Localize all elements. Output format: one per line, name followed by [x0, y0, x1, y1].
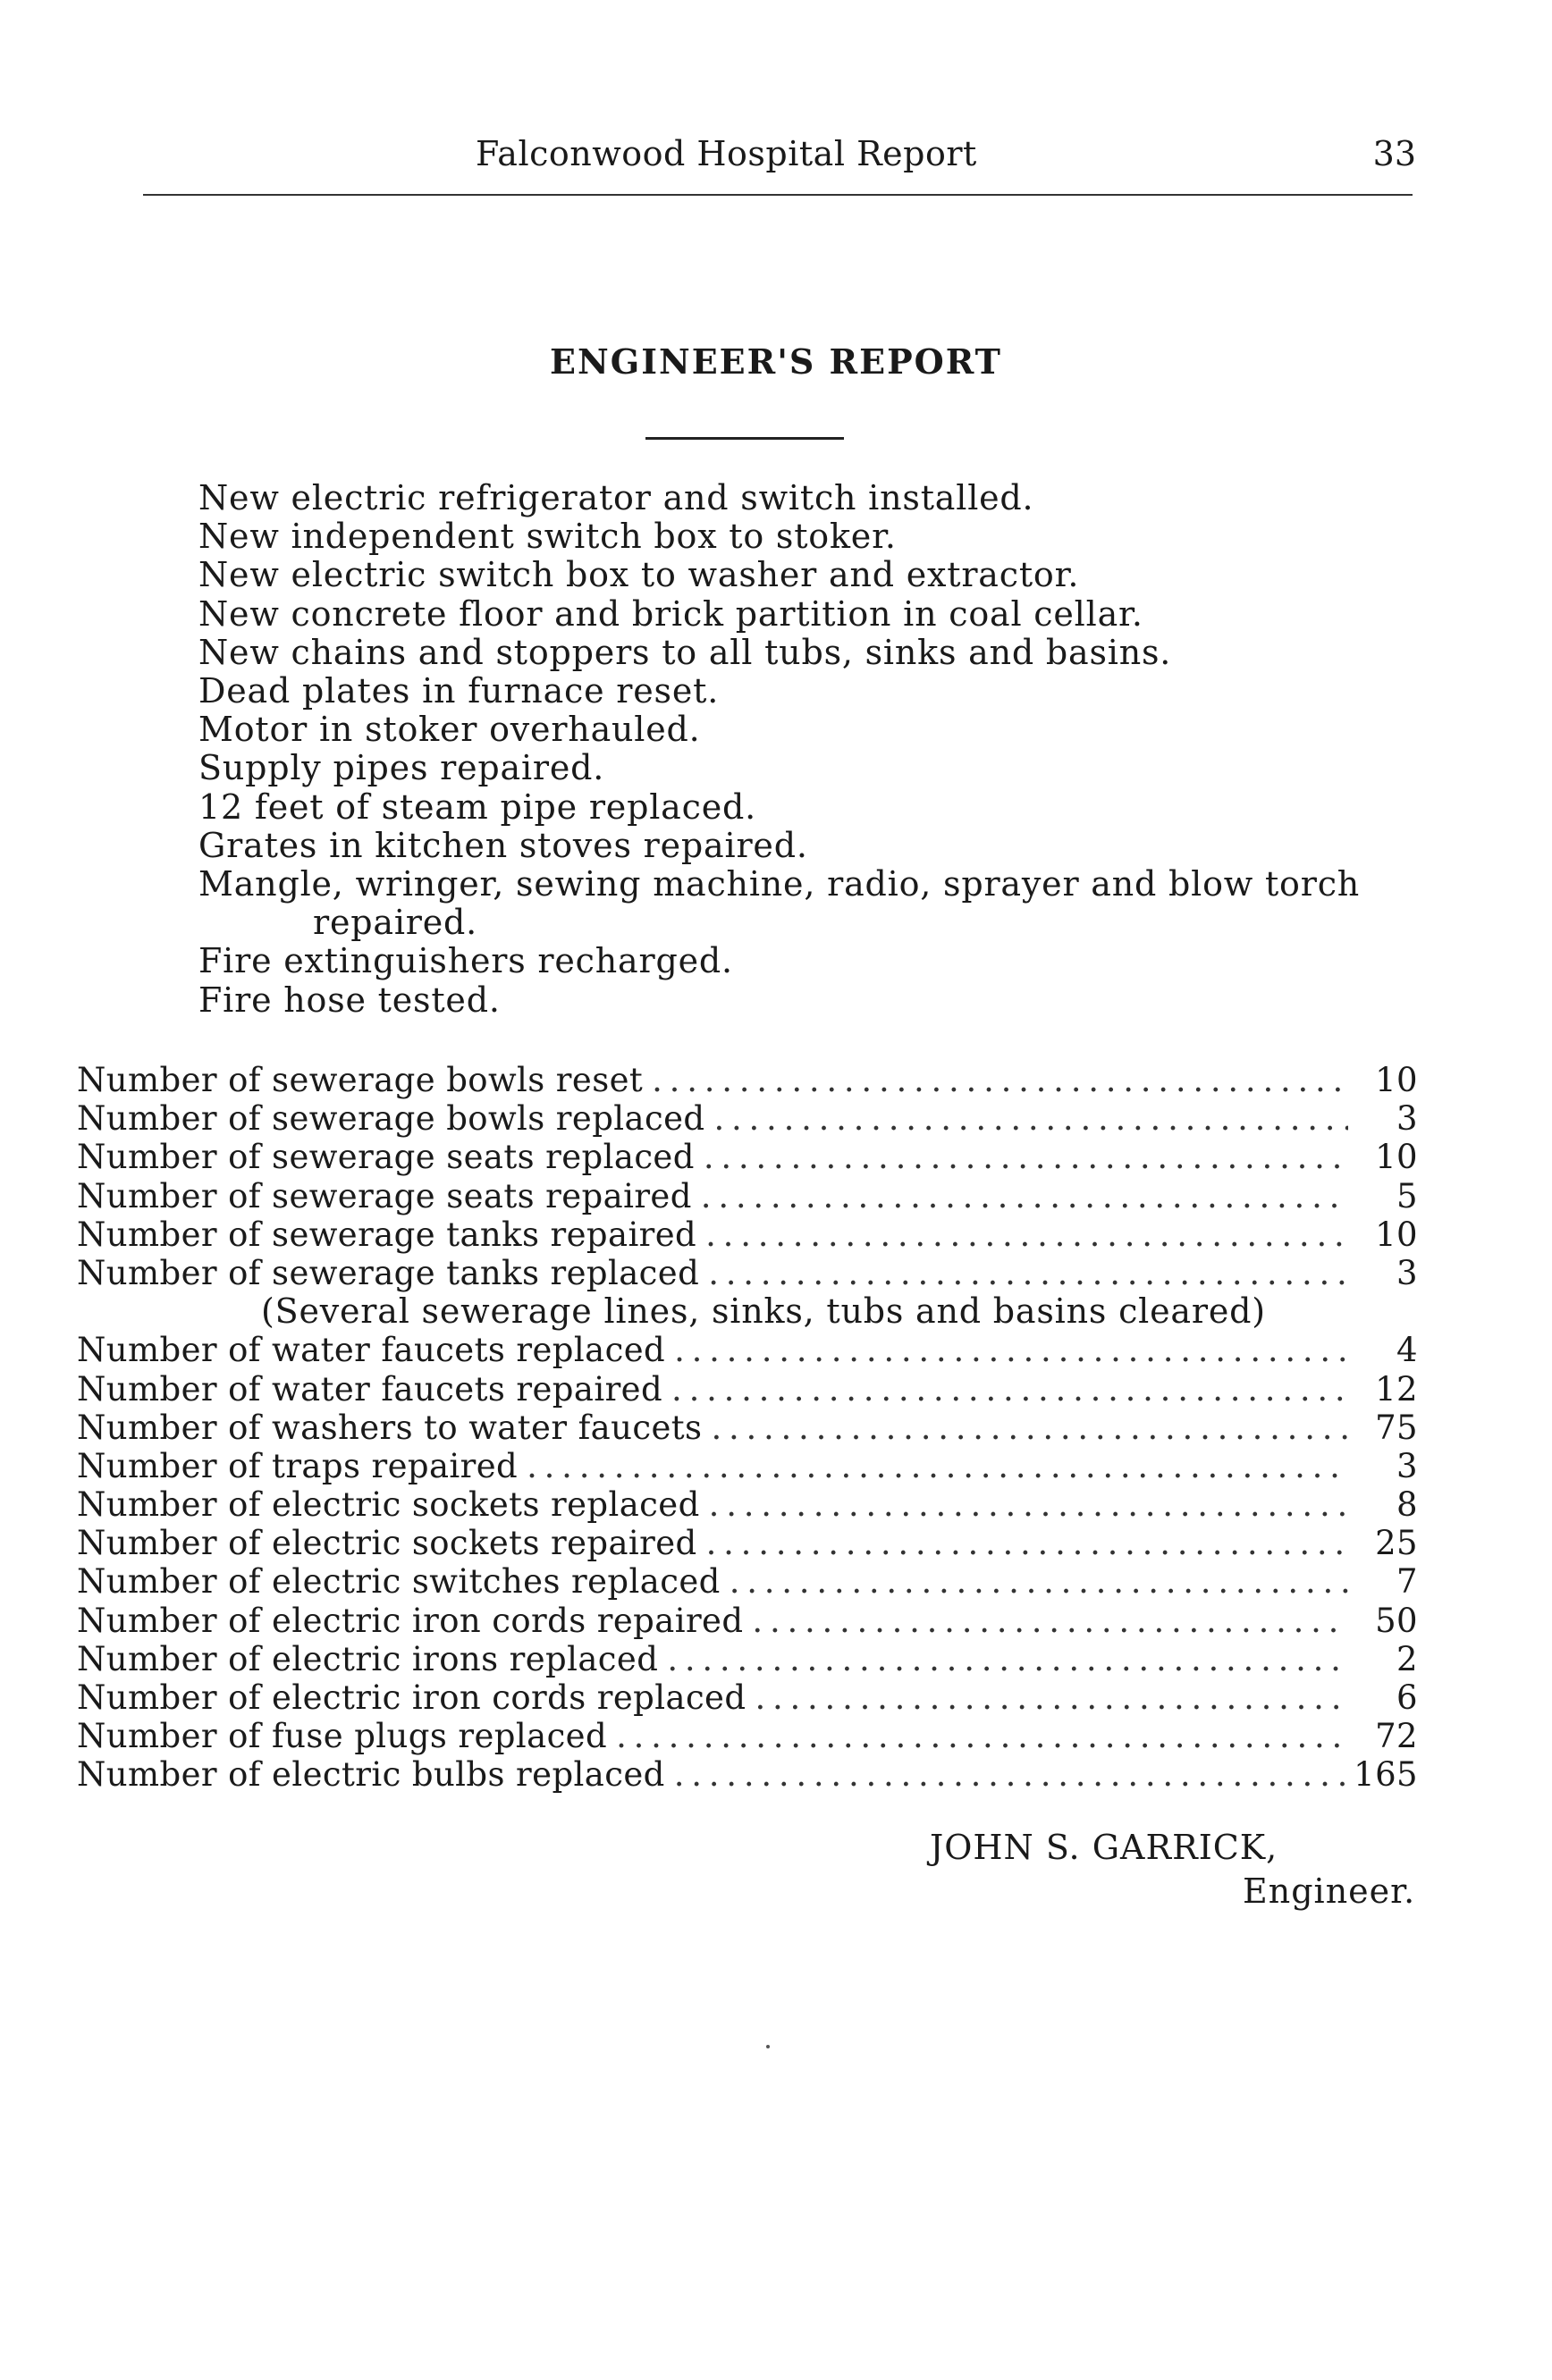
tally-value: 72	[1375, 1717, 1418, 1756]
tally-value: 4	[1396, 1331, 1418, 1370]
work-item: Fire hose tested.	[198, 980, 501, 1020]
dot-leader	[671, 1370, 1348, 1409]
tally-row	[77, 1562, 1418, 1601]
tally-label: Number of electric iron cords replaced	[77, 1678, 746, 1717]
dot-leader	[711, 1409, 1348, 1447]
tally-row	[77, 1447, 1418, 1485]
tally-label: Number of sewerage seats replaced	[77, 1138, 695, 1177]
signature-block	[930, 1826, 1415, 1913]
tally-row	[77, 1717, 1418, 1755]
running-title: Falconwood Hospital Report	[476, 134, 977, 173]
work-item: Grates in kitchen stoves repaired.	[198, 825, 808, 865]
dot-leader	[708, 1254, 1348, 1292]
tally-value: 7	[1396, 1562, 1418, 1602]
tally-label: Number of electric sockets replaced	[77, 1485, 700, 1525]
tally-label: Number of electric irons replaced	[77, 1639, 659, 1678]
tally-label: Number of sewerage tanks repaired	[77, 1215, 697, 1254]
dot-leader	[674, 1331, 1348, 1369]
section-title: ENGINEER'S REPORT	[550, 341, 1002, 382]
signatory-name: JOHN S. GARRICK,	[930, 1828, 1278, 1867]
tally-label: Number of fuse plugs replaced	[77, 1717, 608, 1756]
dot-leader	[730, 1562, 1348, 1601]
tally-row	[77, 1485, 1418, 1524]
work-item: Dead plates in furnace reset.	[198, 671, 720, 711]
dot-leader	[709, 1485, 1348, 1524]
tally-value: 10	[1375, 1061, 1418, 1099]
tally-row	[77, 1409, 1418, 1447]
tally-label: Number of sewerage tanks replaced	[77, 1253, 700, 1292]
dot-leader	[652, 1061, 1348, 1099]
dot-leader	[713, 1099, 1348, 1138]
work-item: New electric refrigerator and switch installed.	[198, 478, 1034, 517]
tally-label: Number of traps repaired	[77, 1446, 519, 1485]
work-item: New chains and stoppers to all tubs, sinks and basins.	[198, 632, 1172, 672]
tally-value: 50	[1375, 1601, 1418, 1640]
dot-leader	[755, 1678, 1348, 1717]
work-item: New electric switch box to washer and extractor.	[198, 555, 1080, 595]
tally-value: 3	[1396, 1446, 1418, 1485]
tally-value: 10	[1375, 1138, 1418, 1177]
dot-leader	[667, 1640, 1348, 1678]
work-item: New concrete floor and brick partition in coal cellar.	[198, 593, 1143, 634]
tally-value: 25	[1375, 1524, 1418, 1563]
tally-label: Number of water faucets repaired	[77, 1369, 663, 1409]
signatory-role: Engineer.	[1243, 1871, 1416, 1911]
tally-value: 2	[1396, 1639, 1418, 1678]
tally-label: Number of washers to water faucets	[77, 1408, 703, 1447]
tally-value: 165	[1354, 1755, 1418, 1795]
dot-leader	[706, 1524, 1348, 1562]
header-rule	[143, 194, 1413, 196]
work-items-list	[198, 479, 1432, 1020]
tally-value: 3	[1396, 1253, 1418, 1292]
tally-row	[77, 1524, 1418, 1562]
tally-row	[77, 1602, 1418, 1640]
running-head	[0, 134, 1552, 184]
tally-value: 10	[1375, 1215, 1418, 1254]
tally-label: Number of electric sockets repaired	[77, 1524, 697, 1563]
work-item: 12 feet of steam pipe replaced.	[198, 786, 757, 827]
tally-label: Number of electric switches replaced	[77, 1562, 721, 1602]
tally-row	[77, 1177, 1418, 1215]
tally-row	[77, 1254, 1418, 1292]
dot-leader	[701, 1177, 1348, 1215]
work-item: Supply pipes repaired.	[198, 748, 605, 788]
dot-leader	[616, 1717, 1348, 1755]
tally-value: 12	[1375, 1369, 1418, 1409]
work-item: Mangle, wringer, sewing machine, radio, sprayer and blow torch repaired.	[198, 864, 1361, 943]
dot-leader	[705, 1215, 1348, 1254]
tally-value: 75	[1375, 1408, 1418, 1447]
tally-label: Number of electric iron cords repaired	[77, 1601, 744, 1640]
dot-leader	[752, 1602, 1348, 1640]
dot-leader	[674, 1755, 1348, 1794]
tally-row	[77, 1099, 1418, 1138]
tally-row	[77, 1215, 1418, 1254]
tally-row	[77, 1331, 1418, 1369]
tally-label: Number of water faucets replaced	[77, 1331, 666, 1370]
tally-note: (Several sewerage lines, sinks, tubs and basins cleared)	[261, 1291, 1266, 1332]
tally-table	[77, 1061, 1418, 1795]
work-item: New independent switch box to stoker.	[198, 517, 897, 557]
title-rule	[645, 437, 844, 440]
tally-row	[77, 1138, 1418, 1176]
tally-value: 5	[1396, 1176, 1418, 1215]
tally-row	[77, 1755, 1418, 1794]
work-item: Fire extinguishers recharged.	[198, 941, 733, 981]
tally-label: Number of sewerage bowls reset	[77, 1061, 644, 1099]
page-number: 33	[1372, 134, 1416, 173]
print-speck	[766, 2045, 770, 2048]
dot-leader	[527, 1447, 1348, 1485]
tally-label: Number of electric bulbs replaced	[77, 1755, 665, 1795]
tally-row	[77, 1061, 1418, 1099]
tally-label: Number of sewerage bowls replaced	[77, 1099, 705, 1139]
tally-value: 3	[1396, 1099, 1418, 1139]
tally-label: Number of sewerage seats repaired	[77, 1176, 692, 1215]
work-item: Motor in stoker overhauled.	[198, 710, 701, 750]
tally-row	[77, 1640, 1418, 1678]
tally-row	[77, 1678, 1418, 1717]
tally-value: 8	[1396, 1485, 1418, 1525]
tally-row	[77, 1370, 1418, 1409]
dot-leader	[704, 1138, 1348, 1176]
tally-value: 6	[1396, 1678, 1418, 1717]
